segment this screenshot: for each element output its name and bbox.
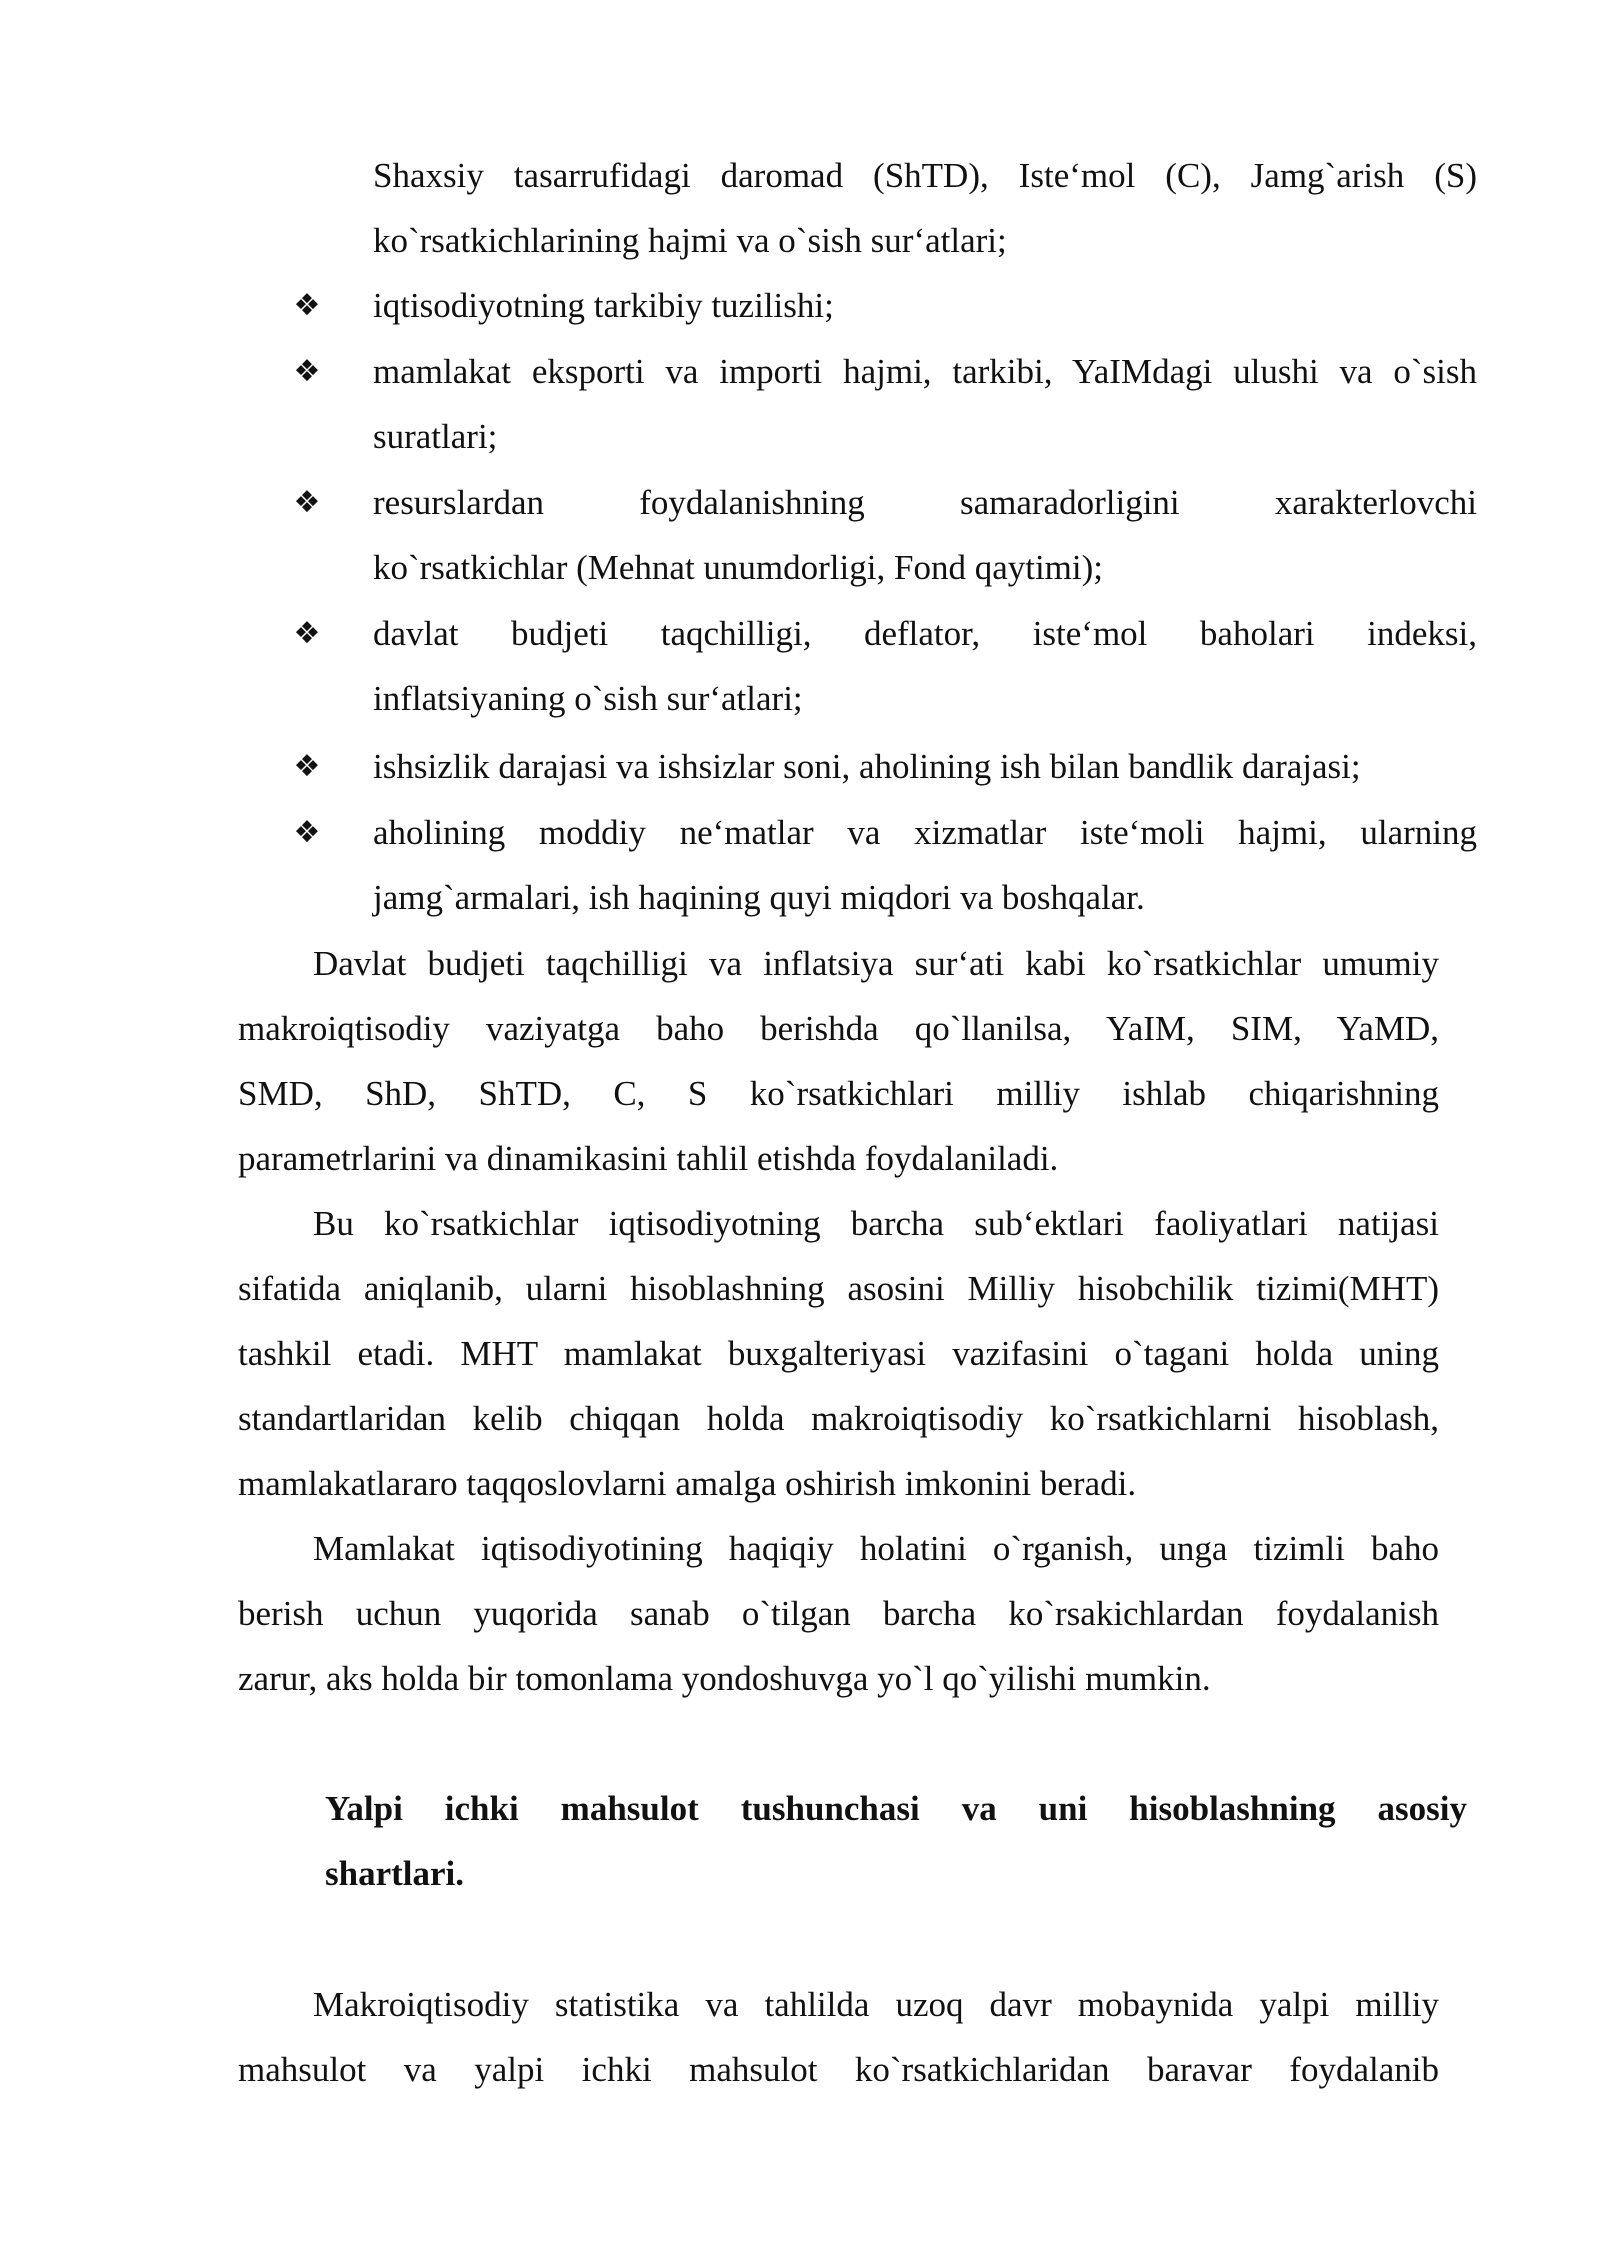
bullet-diamond-icon: ❖: [293, 815, 321, 850]
paragraph-1-line-4: parametrlarini va dinamikasini tahlil etishda foydalaniladi.: [238, 1139, 1059, 1178]
intro-line-1: Shaxsiy tasarrufidagi daromad (ShTD), Iste‘mol (C), Jamg`arish (S): [373, 156, 1477, 195]
paragraph-3-line-1: Mamlakat iqtisodiyotining haqiqiy holatini o`rganish, unga tizimli baho: [313, 1529, 1439, 1568]
paragraph-1-line-3: SMD, ShD, ShTD, C, S ko`rsatkichlari milliy ishlab chiqarishning: [238, 1074, 1439, 1113]
final-paragraph-line-2: mahsulot va yalpi ichki mahsulot ko`rsatkichlaridan baravar foydalanib: [238, 2050, 1439, 2089]
bullet-item-2-line-2: suratlari;: [373, 417, 498, 456]
bullet-item-4-line-2: inflatsiyaning o`sish sur‘atlari;: [373, 679, 803, 718]
final-paragraph-line-1: Makroiqtisodiy statistika va tahlilda uzoq davr mobaynida yalpi milliy: [313, 1985, 1439, 2024]
paragraph-1-line-2: makroiqtisodiy vaziyatga baho berishda qo`llanilsa, YaIM, SIM, YaMD,: [238, 1009, 1439, 1048]
paragraph-2-line-5: mamlakatlararo taqqoslovlarni amalga oshirish imkonini beradi.: [238, 1464, 1137, 1503]
bullet-item-5: ishsizlik darajasi va ishsizlar soni, aholining ish bilan bandlik darajasi;: [373, 747, 1361, 786]
bullet-item-6-line-2: jamg`armalari, ish haqining quyi miqdori va boshqalar.: [373, 878, 1145, 917]
paragraph-3-line-3: zarur, aks holda bir tomonlama yondoshuvga yo`l qo`yilishi mumkin.: [238, 1659, 1211, 1698]
bullet-item-2-line-1: mamlakat eksporti va importi hajmi, tarkibi, YaIMdagi ulushi va o`sish: [373, 352, 1477, 391]
paragraph-3-line-2: berish uchun yuqorida sanab o`tilgan barcha ko`rsakichlardan foydalanish: [238, 1594, 1439, 1633]
bullet-diamond-icon: ❖: [293, 354, 321, 389]
paragraph-2-line-1: Bu ko`rsatkichlar iqtisodiyotning barcha sub‘ektlari faoliyatlari natijasi: [313, 1204, 1439, 1243]
bullet-item-1: iqtisodiyotning tarkibiy tuzilishi;: [373, 286, 834, 325]
paragraph-2-line-4: standartlaridan kelib chiqqan holda makroiqtisodiy ko`rsatkichlarni hisoblash,: [238, 1399, 1439, 1438]
bullet-diamond-icon: ❖: [293, 288, 321, 323]
bullet-diamond-icon: ❖: [293, 749, 321, 784]
bullet-item-4-line-1: davlat budjeti taqchilligi, deflator, iste‘mol baholari indeksi,: [373, 614, 1477, 653]
bullet-item-3-line-2: ko`rsatkichlar (Mehnat unumdorligi, Fond qaytimi);: [373, 548, 1104, 587]
section-heading-line-1: Yalpi ichki mahsulot tushunchasi va uni hisoblashning asosiy: [325, 1789, 1467, 1828]
bullet-diamond-icon: ❖: [293, 485, 321, 520]
bullet-item-3-line-1: resurslardan foydalanishning samaradorligini xarakterlovchi: [373, 483, 1477, 522]
paragraph-1-line-1: Davlat budjeti taqchilligi va inflatsiya sur‘ati kabi ko`rsatkichlar umumiy: [313, 944, 1439, 983]
bullet-diamond-icon: ❖: [293, 616, 321, 651]
section-heading-line-2: shartlari.: [325, 1854, 465, 1893]
bullet-item-6-line-1: aholining moddiy ne‘matlar va xizmatlar iste‘moli hajmi, ularning: [373, 813, 1477, 852]
paragraph-2-line-2: sifatida aniqlanib, ularni hisoblashning asosini Milliy hisobchilik tizimi(MHT): [238, 1269, 1439, 1308]
intro-line-2: ko`rsatkichlarining hajmi va o`sish sur‘atlari;: [373, 221, 1007, 260]
paragraph-2-line-3: tashkil etadi. MHT mamlakat buxgalteriyasi vazifasini o`tagani holda uning: [238, 1334, 1439, 1373]
